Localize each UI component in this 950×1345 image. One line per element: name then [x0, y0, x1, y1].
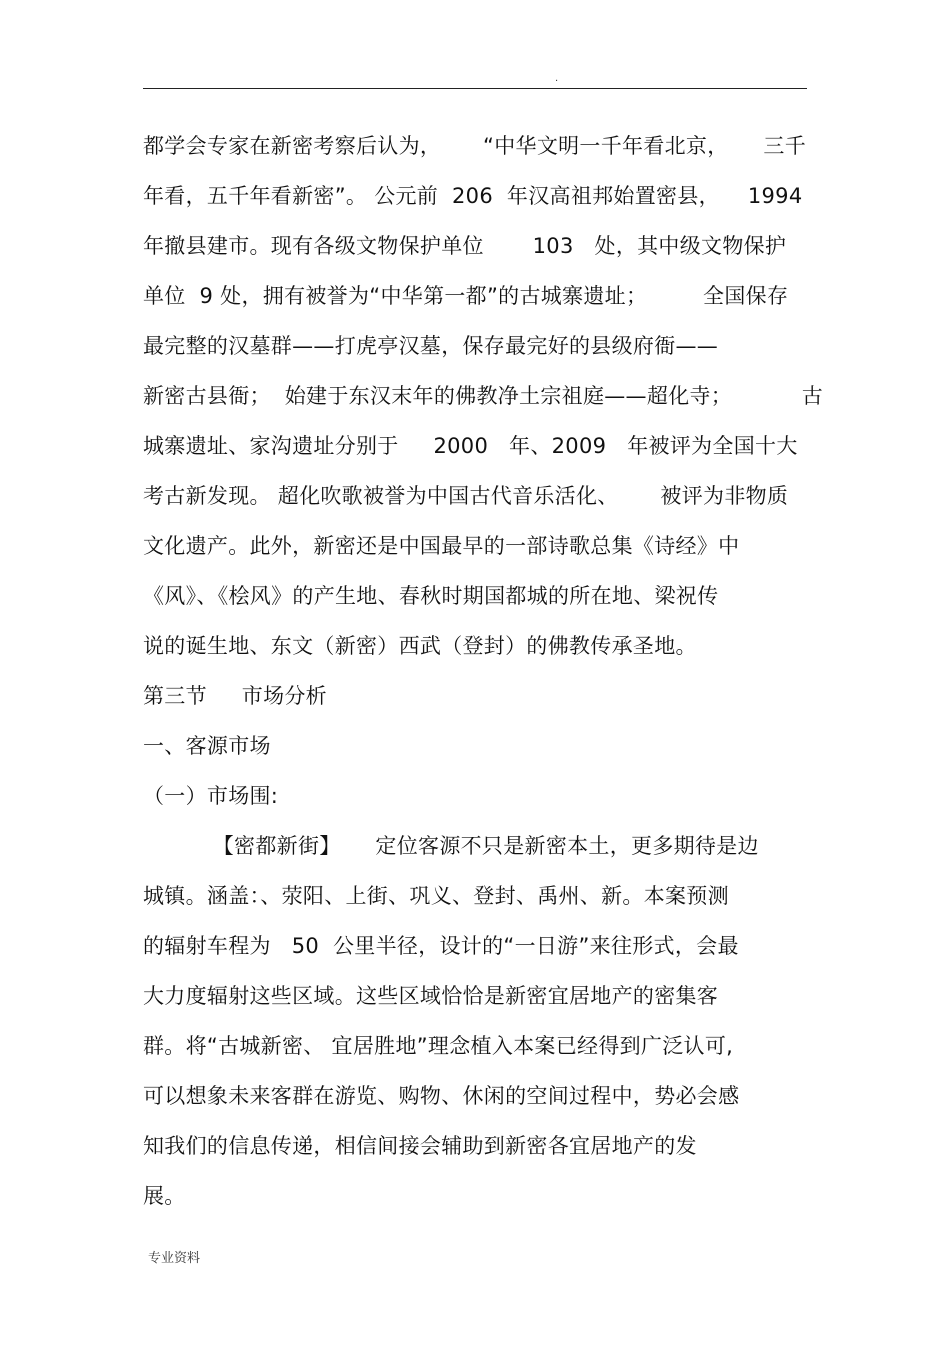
body-line: 都学会专家在新密考察后认为， “中华文明一千年看北京， 三千	[143, 134, 807, 158]
body-line: 新密古县衙； 始建于东汉末年的佛教净土宗祖庭——超化寺； 古	[143, 384, 824, 408]
body-line: 最完整的汉墓群——打虎亭汉墓，保存最完好的县级府衙——	[143, 334, 719, 358]
body-line: 【密都新街】 定位客源不只是新密本土，更多期待是边	[143, 834, 759, 858]
header-mark: .	[555, 73, 559, 84]
body-line: 说的诞生地、东文（新密）西武（登封）的佛教传承圣地。	[143, 634, 697, 658]
subsection-heading: 一、客源市场	[143, 734, 271, 758]
subsection-heading: （一）市场围:	[143, 784, 279, 808]
body-line: 知我们的信息传递，相信间接会辅助到新密各宜居地产的发	[143, 1134, 697, 1158]
section-heading: 第三节 市场分析	[143, 684, 327, 708]
footer-label: 专业资料	[148, 1251, 201, 1266]
body-line: 文化遗产。此外，新密还是中国最早的一部诗歌总集《诗经》中	[143, 534, 740, 558]
body-line: 考古新发现。 超化吹歌被誉为中国古代音乐活化、 被评为非物质	[143, 484, 789, 508]
body-line: 单位 9 处，拥有被誉为“中华第一都”的古城寨遗址； 全国保存	[143, 284, 789, 308]
body-line: 群。将“古城新密、 宜居胜地”理念植入本案已经得到广泛认可,	[143, 1034, 734, 1058]
body-line: 可以想象未来客群在游览、购物、休闲的空间过程中，势必会感	[143, 1084, 740, 1108]
body-line: 《风》、《桧风》的产生地、春秋时期国都城的所在地、梁祝传	[143, 584, 719, 608]
body-line: 年看，五千年看新密”。 公元前 206 年汉高祖邦始置密县， 1994	[143, 184, 803, 208]
body-line: 展。	[143, 1184, 186, 1208]
body-line: 城寨遗址、家沟遗址分别于 2000 年、2009 年被评为全国十大	[143, 434, 798, 458]
body-line: 年撤县建市。现有各级文物保护单位 103 处，其中级文物保护	[143, 234, 787, 258]
body-line: 大力度辐射这些区域。这些区域恰恰是新密宜居地产的密集客	[143, 984, 719, 1008]
header-rule	[143, 88, 807, 89]
body-line: 城镇。涵盖：、荥阳、上街、巩义、登封、禹州、新。本案预测	[143, 884, 729, 908]
body-line: 的辐射车程为 50 公里半径，设计的“一日游”来往形式，会最	[143, 934, 739, 958]
